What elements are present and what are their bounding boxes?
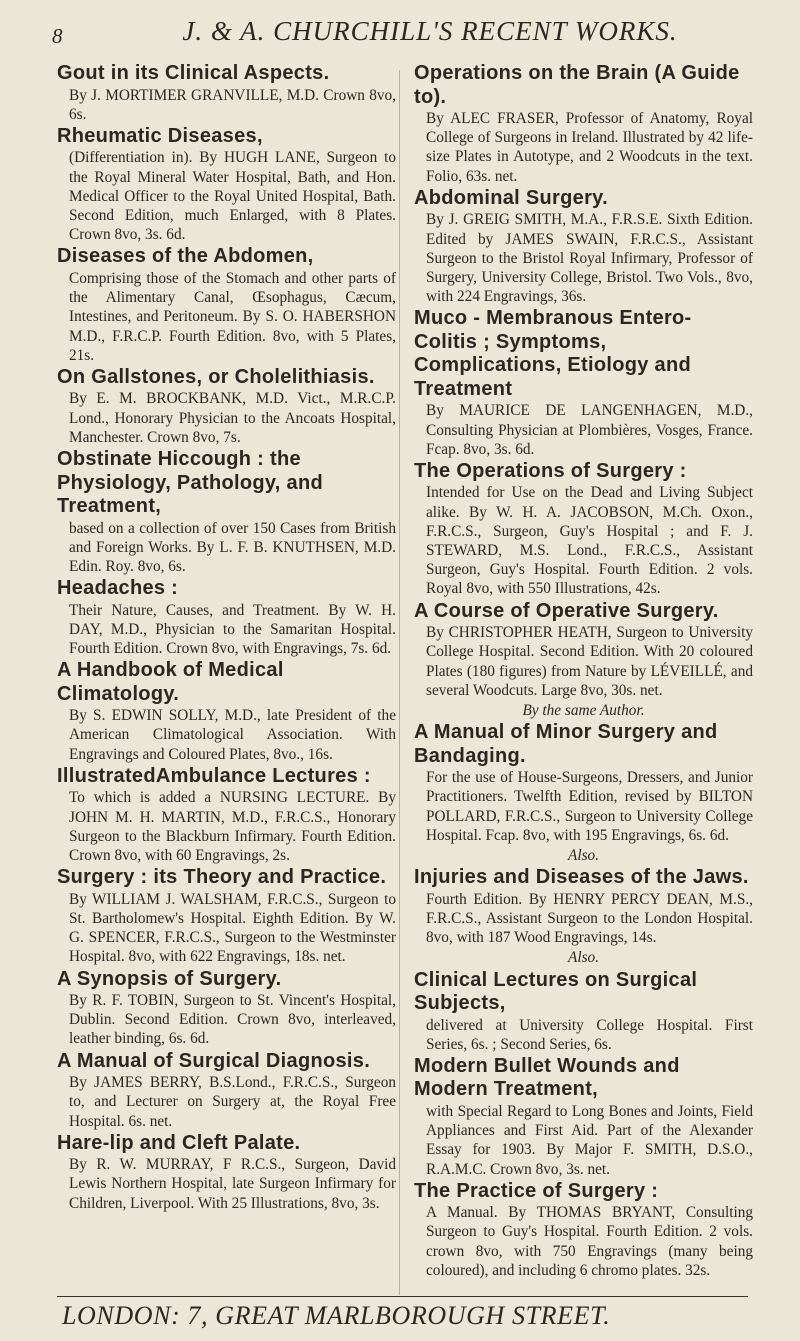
book-description: By E. M. BROCKBANK, M.D. Vict., M.R.C.P. Lond., Honorary Physician to the Ancoats Hospital, Manchester. Crown 8vo, 7s. [69,390,396,446]
book-title: The Practice of Surgery : [414,1179,659,1202]
book-description: By R. F. TOBIN, Surgeon to St. Vincent's Hospital, Dublin. Second Edition. Crown 8vo, interleaved, leather binding, 6s. 6d. [69,992,396,1048]
book-entry [57,765,396,865]
book-description: Comprising those of the Stomach and other parts of the Alimentary Canal, Œsophagus, Cæcum, Intestines, and Peritoneum. By S. O. HABERSHON M.D., F.R.C.P. Fourth Edition. 8vo, with 5 Plates, 21s. [69,269,396,364]
book-title: Rheumatic Diseases, [57,124,263,147]
running-head [52,14,748,54]
book-entry [57,448,396,576]
book-title: Modern Bullet Wounds and Modern Treatment, [414,1054,680,1101]
book-entry [414,187,753,307]
book-title: A Manual of Minor Surgery and Bandaging. [414,721,718,767]
book-title: Injuries and Diseases of the Jaws. [414,866,749,889]
book-title: On Gallstones, or Cholelithiasis. [57,365,375,388]
footer-rule [57,1296,748,1297]
book-title: A Manual of Surgical Diagnosis. [57,1049,371,1072]
book-entry [414,1055,753,1179]
book-description: Fourth Edition. By HENRY PERCY DEAN, M.S., F.R.C.S., Assistant Surgeon to the London Hospital. 8vo, with 187 Wood Engravings, 14s. [426,890,753,947]
left-column [57,62,396,1214]
book-entry [414,1180,753,1280]
book-title: The Operations of Surgery : [414,459,687,482]
book-title: Diseases of the Abdomen, [57,245,314,268]
author-byline: By the same Author. [522,701,645,719]
book-description: By J. MORTIMER GRANVILLE, M.D. Crown 8vo, 6s. [69,86,396,123]
book-description: To which is added a NURSING LECTURE. By JOHN M. H. MARTIN, M.D., F.R.C.S., Honorary Surgeon to the Blackburn Infirmary. Fourth Edition. Crown 8vo, with 60 Engravings, 2s. [69,789,396,864]
book-entry [414,307,753,459]
book-description: By R. W. MURRAY, F R.C.S., Surgeon, David Lewis Northern Hospital, late Surgeon Infirmary for Children, Liverpool. With 25 Illustrations, 8vo, 3s. [69,1156,396,1212]
book-title: Operations on the Brain (A Guide to). [414,62,740,108]
author-byline: Also. [567,846,600,864]
book-title: Clinical Lectures on Surgical Subjects, [414,968,698,1014]
page-number: 8 [52,24,63,48]
book-title: A Handbook of Medical Climatology. [57,659,284,705]
book-title: Headaches : [57,577,179,600]
right-column [414,62,753,1281]
book-description: By CHRISTOPHER HEATH, Surgeon to University College Hospital. Second Edition. With 20 coloured Plates (180 figures) from Nature by LÉVEILLÉ, and several Woodcuts. Large 8vo, 30s. net. [426,624,753,699]
publisher-address: LONDON: 7, GREAT MARLBOROUGH STREET. [62,1301,611,1330]
book-entry [57,866,396,966]
book-description: with Special Regard to Long Bones and Joints, Field Appliances and First Aid. Part of the Alexander Essay for 1903. By Major F. SMITH, D.S.O., R.A.M.C. Crown 8vo, 3s. net. [426,1102,753,1178]
book-entry [414,460,753,599]
book-entry [57,366,396,447]
book-title: A Course of Operative Surgery. [414,599,719,622]
book-description: Intended for Use on the Dead and Living Subject alike. By W. H. A. JACOBSON, M.Ch. Oxon., F.R.C.S., Surgeon, Guy's Hospital ; and F. J. STEWARD, M.S. Lond., F.R.C.S., Assistant Surgeon, Guy's Hospital. Fourth Edition. 2 vols. Royal 8vo, with 550 Illustrations, 42s. [426,484,753,598]
book-title: Abdominal Surgery. [414,186,608,209]
page-title: J. & A. CHURCHILL'S RECENT WORKS. [182,16,678,46]
book-description: delivered at University College Hospital. First Series, 6s. ; Second Series, 6s. [426,1016,753,1053]
book-description: For the use of House-Surgeons, Dressers, and Junior Practitioners. Twelfth Edition, revised by BILTON POLLARD, F.R.C.S., Surgeon to University College Hospital. Fcap. 8vo, with 195 Engravings, 6s. 6d. [426,769,753,844]
book-entry [57,1050,396,1131]
book-entry [57,62,396,124]
book-entry [57,577,396,658]
book-entry [57,968,396,1049]
book-description: (Differentiation in). By HUGH LANE, Surgeon to the Royal Mineral Water Hospital, Bath, and Hon. Medical Officer to the Royal United Hospital, Bath. Second Edition, much Enlarged, with 8 Plates. Crown 8vo, 3s. 6d. [69,149,396,244]
book-title: Hare-lip and Cleft Palate. [57,1131,301,1154]
book-entry [414,969,753,1054]
book-description: A Manual. By THOMAS BRYANT, Consulting Surgeon to Guy's Hospital. Fourth Edition. 2 vols. crown 8vo, with 750 Engravings (many being coloured), and including 6 chromo plates. 32s. [426,1204,753,1279]
book-description: By WILLIAM J. WALSHAM, F.R.C.S., Surgeon to St. Bartholomew's Hospital. Eighth Edition. By W. G. SPENCER, F.R.C.S., Surgeon to the Westminster Hospital. 8vo, with 622 Engravings, 18s. net. [69,890,396,966]
book-title: IllustratedAmbulance Lectures : [57,764,371,787]
book-entry [414,600,753,721]
book-description: By JAMES BERRY, B.S.Lond., F.R.C.S., Surgeon to, and Lecturer on Surgery at, the Royal Free Hospital. 6s. net. [69,1074,396,1130]
book-title: A Synopsis of Surgery. [57,967,282,990]
column-divider [399,70,400,1295]
book-entry [57,245,396,365]
book-description: By MAURICE DE LANGENHAGEN, M.D., Consulting Physician at Plombières, Vosges, France. Fcap. 8vo, 3s. 6d. [426,402,753,458]
book-entry [414,866,753,967]
book-title: Gout in its Clinical Aspects. [57,62,330,84]
book-title: Obstinate Hiccough : the Physiology, Pathology, and Treatment, [57,448,323,518]
book-entry [414,721,753,865]
book-description: By S. EDWIN SOLLY, M.D., late President of the American Climatological Association. With Engravings and Coloured Plates, 8vo., 16s. [69,707,396,763]
book-entry [414,62,753,186]
book-entry [57,1132,396,1213]
book-description: By J. GREIG SMITH, M.A., F.R.S.E. Sixth Edition. Edited by JAMES SWAIN, F.R.C.S., Assistant Surgeon to the Bristol Royal Infirmary, Professor of Surgery, University College, Bristol. Two Vols., 8vo, with 224 Engravings, 36s. [426,211,753,306]
book-description: Their Nature, Causes, and Treatment. By W. H. DAY, M.D., Physician to the Samaritan Hospital. Fourth Edition. Crown 8vo, with Engravings, 7s. 6d. [69,601,396,658]
book-entry [57,125,396,245]
book-description: based on a collection of over 150 Cases from British and Foreign Works. By L. F. B. KNUTHSEN, M.D. Edin. Roy. 8vo, 6s. [69,519,396,575]
book-title: Muco - Membranous Entero-Colitis ; Symptoms, Complications, Etiology and Treatment [414,307,692,400]
author-byline: Also. [567,949,600,967]
book-title: Surgery : its Theory and Practice. [57,866,387,889]
book-description: By ALEC FRASER, Professor of Anatomy, Royal College of Surgeons in Ireland. Illustrated by 42 life-size Plates in Autotype, and 2 Woodcuts in the text. Folio, 63s. net. [426,110,753,185]
book-entry [57,659,396,764]
